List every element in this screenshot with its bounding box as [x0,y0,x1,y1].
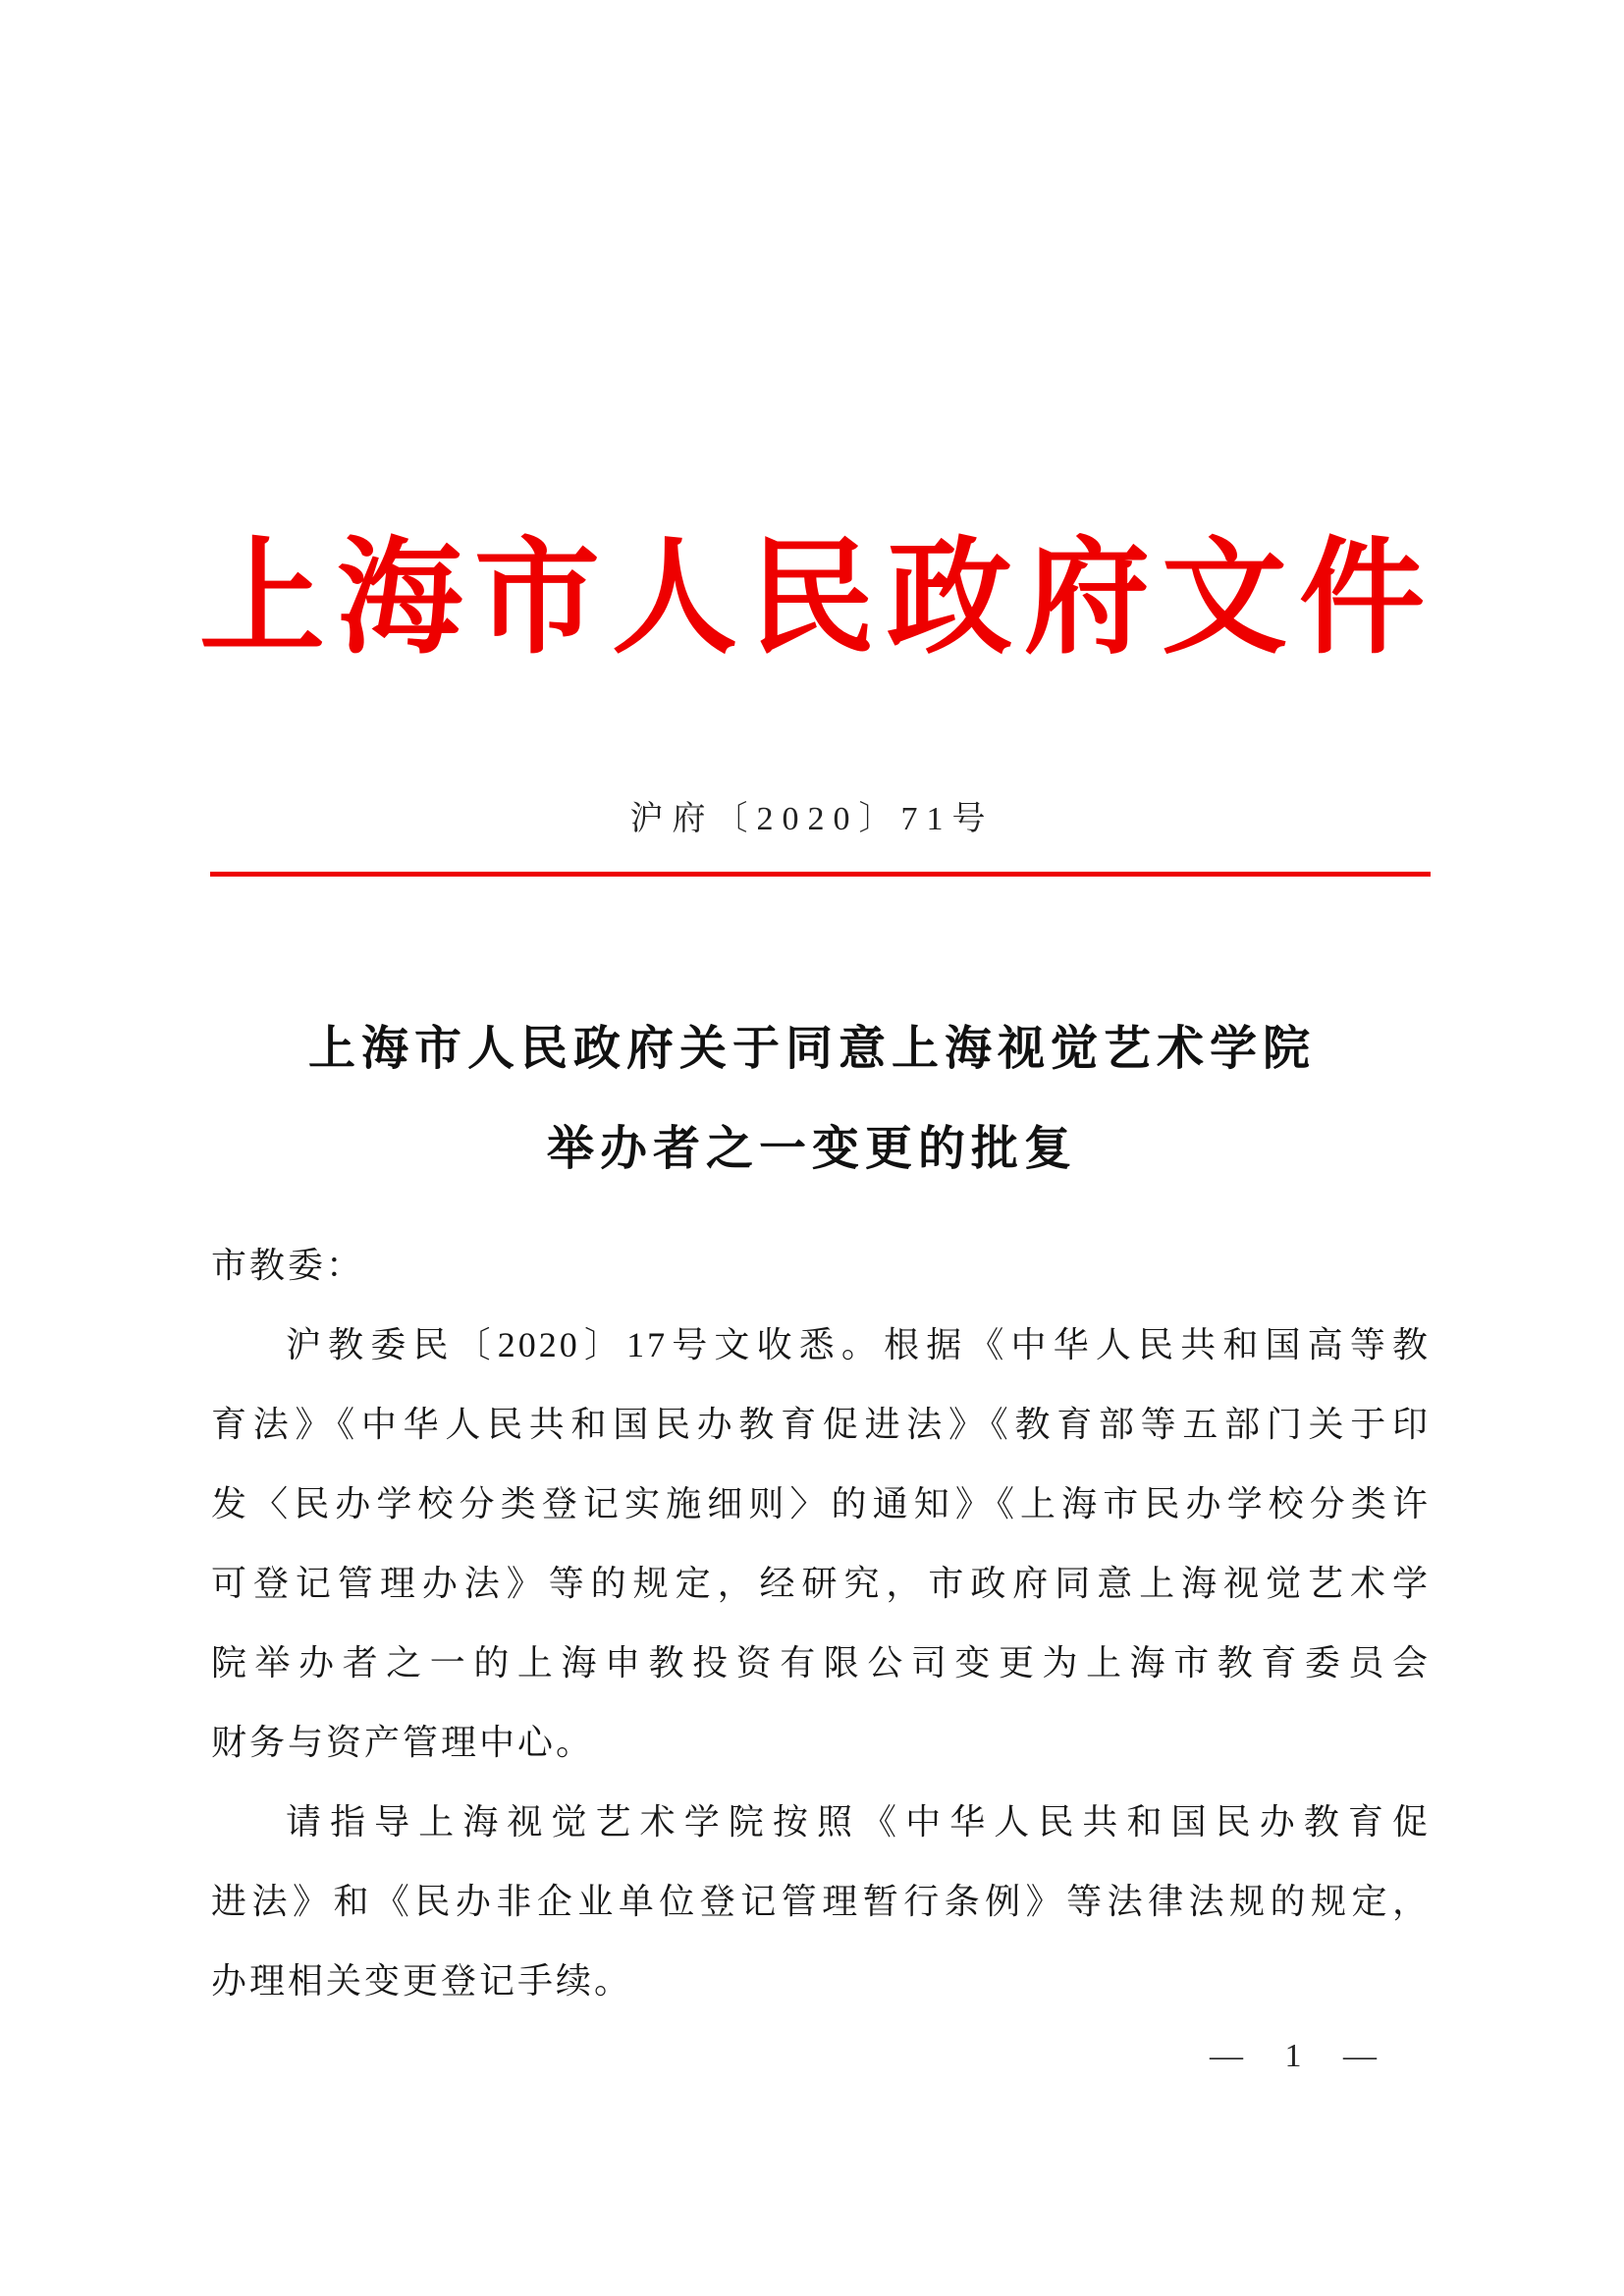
body-line: 办理相关变更登记手续。 [211,1961,633,2001]
document-title-line2: 举办者之一变更的批复 [546,1123,1077,1175]
body-line: 沪教委民〔2020〕17号文收悉。根据《中华人民共和国高等教 [286,1325,1431,1364]
body-line: 财务与资产管理中心。 [211,1723,595,1762]
document-body [211,1226,1431,2021]
body-line: 发〈民办学校分类登记实施细则〉的通知》《上海市民办学校分类许 [211,1484,1431,1523]
document-title [0,999,1624,1200]
government-banner-title: 上海市人民政府文件 [198,529,1436,668]
document-number: 沪府〔2020〕71号 [629,801,995,837]
body-line: 育法》《中华人民共和国民办教育促进法》《教育部等五部门关于印 [211,1405,1431,1444]
document-title-line1: 上海市人民政府关于同意上海视觉艺术学院 [307,1023,1316,1075]
body-line: 院举办者之一的上海申教投资有限公司变更为上海市教育委员会 [211,1643,1431,1682]
page-number: — 1 — [1210,2038,1382,2074]
body-line: 进法》和《民办非企业单位登记管理暂行条例》等法律法规的规定， [211,1882,1431,1921]
red-divider-line [210,872,1431,877]
salutation: 市教委： [211,1246,365,1285]
body-line: 可登记管理办法》等的规定，经研究，市政府同意上海视觉艺术学 [211,1564,1431,1603]
body-line: 请指导上海视觉艺术学院按照《中华人民共和国民办教育促 [286,1802,1431,1842]
